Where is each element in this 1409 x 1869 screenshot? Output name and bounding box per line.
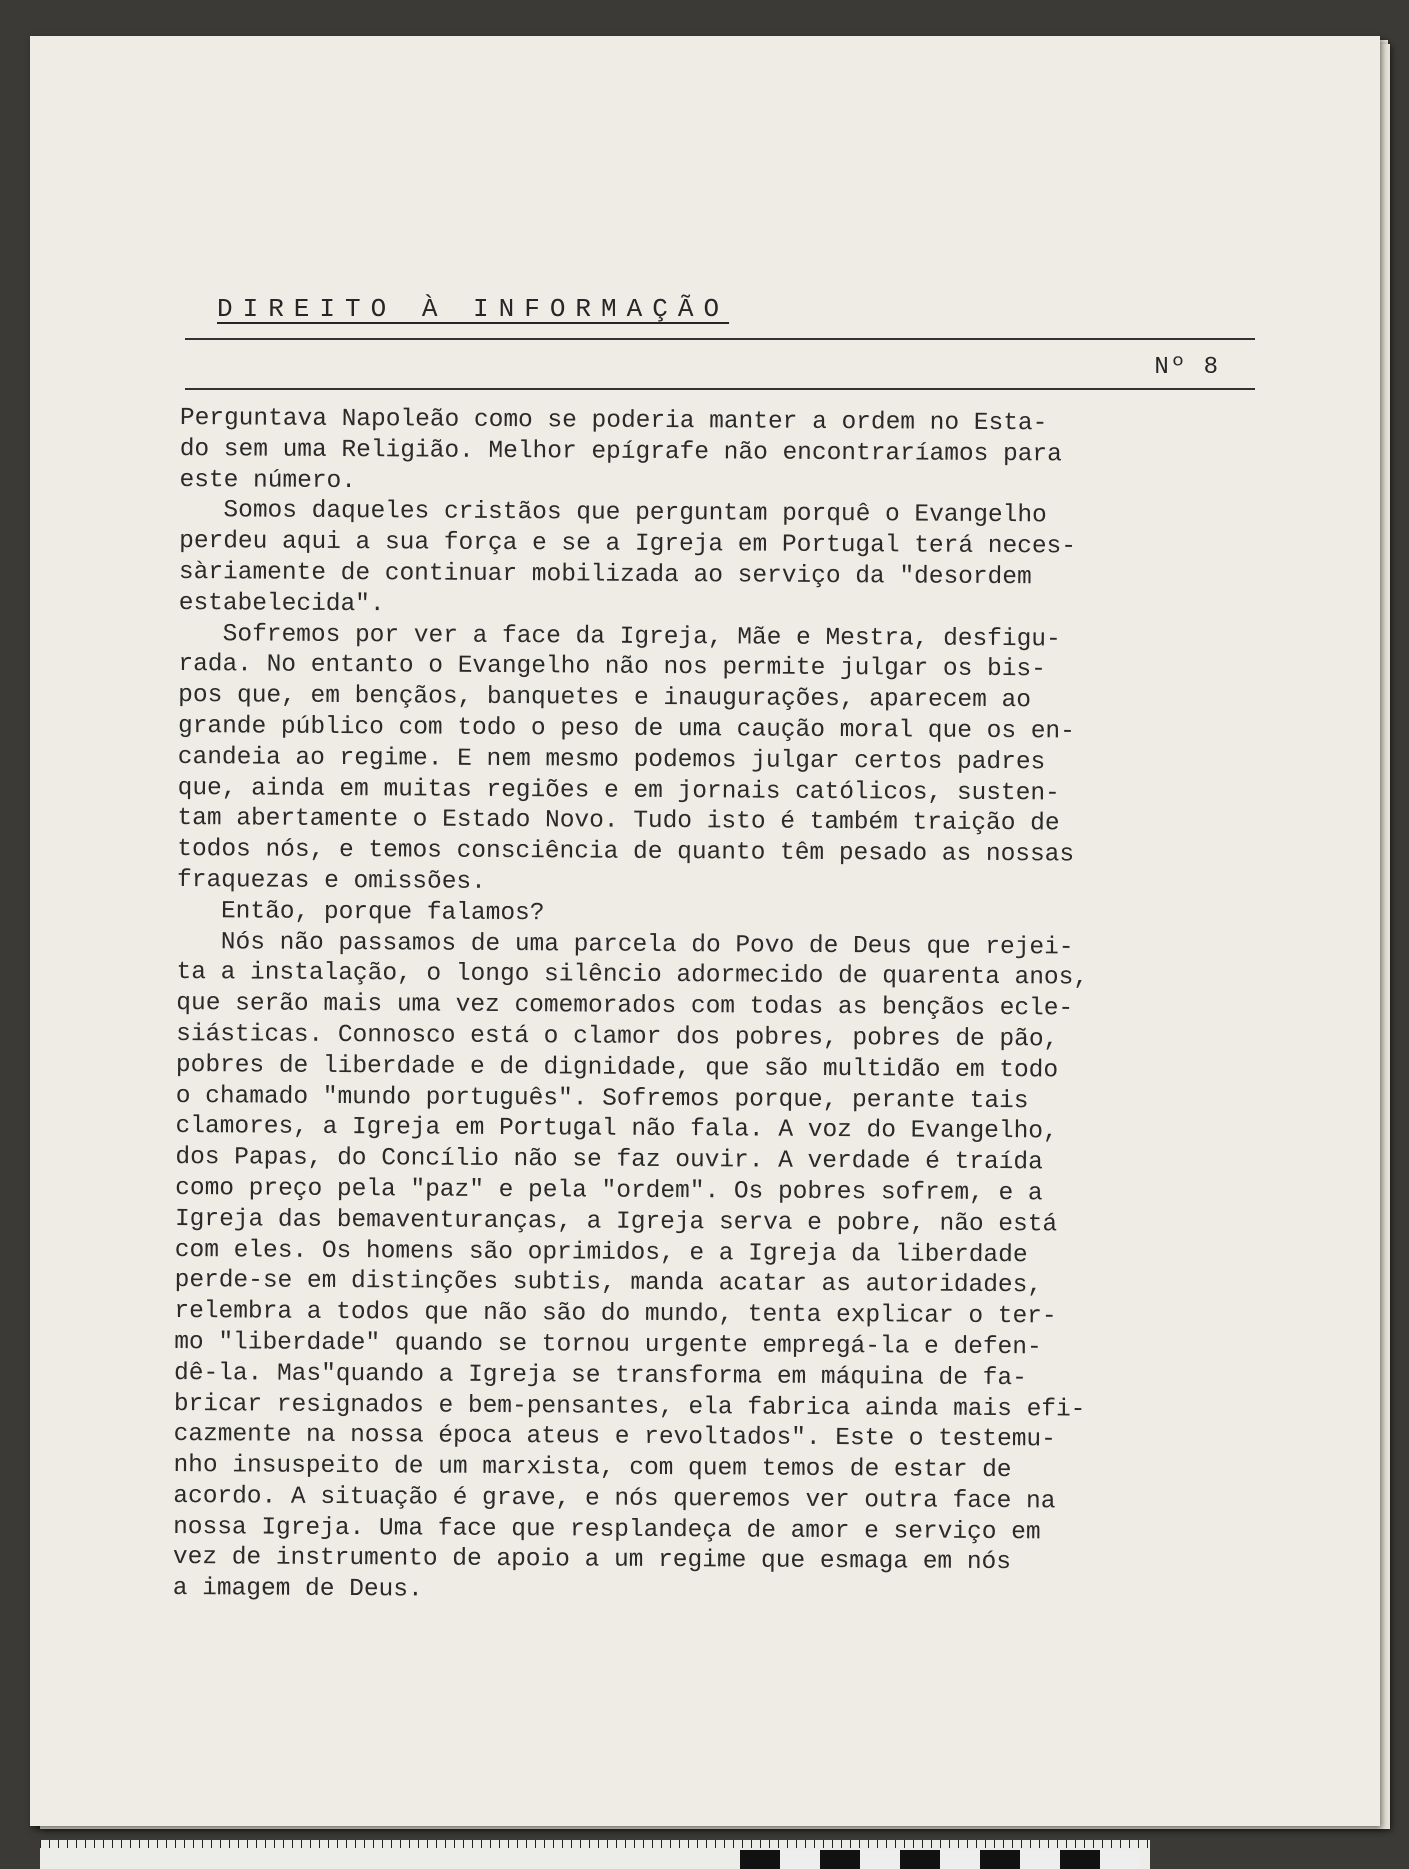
- text-line: nossa Igreja. Uma face que resplandeça de amor e serviço em: [173, 1513, 1041, 1546]
- text-line: com eles. Os homens são oprimidos, e a Igreja da liberdade: [174, 1236, 1028, 1269]
- text-line: a imagem de Deus.: [172, 1575, 423, 1604]
- text-line: candeia ao regime. E nem mesmo podemos julgar certos padres: [177, 743, 1046, 777]
- text-line: grande público com todo o peso de uma caução moral que os en-: [177, 712, 1075, 746]
- text-line: tam abertamente o Estado Novo. Tudo isto é também traição de: [177, 805, 1060, 838]
- document-title: DIREITO À INFORMAÇÃO: [217, 294, 730, 324]
- text-line: Igreja das bemaventuranças, a Igreja serva e pobre, não está: [174, 1205, 1058, 1239]
- document-page: [30, 36, 1380, 1826]
- text-line: todos nós, e temos consciência de quanto têm pesado as nossas: [177, 836, 1075, 869]
- text-line: do sem uma Religião. Melhor epígrafe não encontraríamos para: [179, 435, 1062, 469]
- document-header: [185, 254, 1270, 394]
- header-rule-top: [185, 338, 1255, 340]
- text-line: este número.: [179, 466, 357, 495]
- text-line: nho insuspeito de um marxista, com quem temos de estar de: [173, 1452, 1012, 1485]
- text-line: que, ainda em muitas regiões e em jornais católicos, susten-: [177, 774, 1060, 807]
- text-line: fraquezas e omissões.: [177, 866, 486, 896]
- text-line: como preço pela "paz" e pela "ordem". Os pobres sofrem, e a: [175, 1174, 1043, 1208]
- text-line: rada. No entanto o Evangelho não nos permite julgar os bis-: [178, 651, 1046, 684]
- text-line: dos Papas, do Concílio não se faz ouvir. A verdade é traída: [175, 1144, 1043, 1177]
- text-line: acordo. A situação é grave, e nós queremos ver outra face na: [173, 1482, 1056, 1516]
- text-line: ta a instalação, o longo silêncio adormecido de quarenta anos,: [176, 959, 1089, 992]
- text-line: pobres de liberdade e de dignidade, que são multidão em todo: [175, 1051, 1059, 1085]
- text-line: perdeu aqui a sua força e se a Igreja em Portugal terá neces-: [179, 528, 1077, 561]
- text-line: cazmente na nossa época ateus e revoltados". Este o testemu-: [173, 1421, 1056, 1454]
- text-line: Nós não passamos de uma parcela do Povo de Deus que rejei-: [176, 928, 1074, 962]
- text-line: siásticas. Connosco está o clamor dos pobres, pobres de pão,: [176, 1020, 1059, 1054]
- scale-ruler-blocks: [740, 1850, 1140, 1869]
- text-line: que serão mais uma vez comemorados com todas as bençãos ecle-: [176, 990, 1074, 1023]
- text-line: Sofremos por ver a face da Igreja, Mãe e Mestra, desfigu-: [178, 620, 1061, 653]
- body-text: [173, 404, 1310, 1612]
- text-line: bricar resignados e bem-pensantes, ela fabrica ainda mais efi-: [173, 1390, 1086, 1424]
- text-line: estabelecida".: [178, 589, 385, 619]
- text-line: vez de instrumento de apoio a um regime que esmaga em nós: [172, 1544, 1012, 1577]
- text-line: Perguntava Napoleão como se poderia manter a ordem no Esta-: [179, 404, 1048, 438]
- issue-number: Nº 8: [1154, 354, 1220, 381]
- text-line: relembra a todos que não são do mundo, tenta explicar o ter-: [174, 1298, 1057, 1331]
- text-line: perde-se em distinções subtis, manda acatar as autoridades,: [174, 1267, 1043, 1300]
- text-line: mo "liberdade" quando se tornou urgente empregá-la e defen-: [174, 1328, 1042, 1362]
- text-line: pos que, em bençãos, banquetes e inaugurações, aparecem ao: [178, 682, 1032, 715]
- text-line: dê-la. Mas"quando a Igreja se transforma em máquina de fa-: [173, 1359, 1027, 1392]
- text-line: Somos daqueles cristãos que perguntam porquê o Evangelho: [179, 497, 1047, 530]
- text-line: Então, porque falamos?: [176, 897, 545, 927]
- text-line: o chamado "mundo português". Sofremos porque, perante tais: [175, 1082, 1029, 1115]
- header-rule-bottom: [185, 388, 1255, 390]
- text-line: sàriamente de continuar mobilizada ao serviço da "desordem: [178, 558, 1032, 592]
- text-line: clamores, a Igreja em Portugal não fala. A voz do Evangelho,: [175, 1113, 1058, 1146]
